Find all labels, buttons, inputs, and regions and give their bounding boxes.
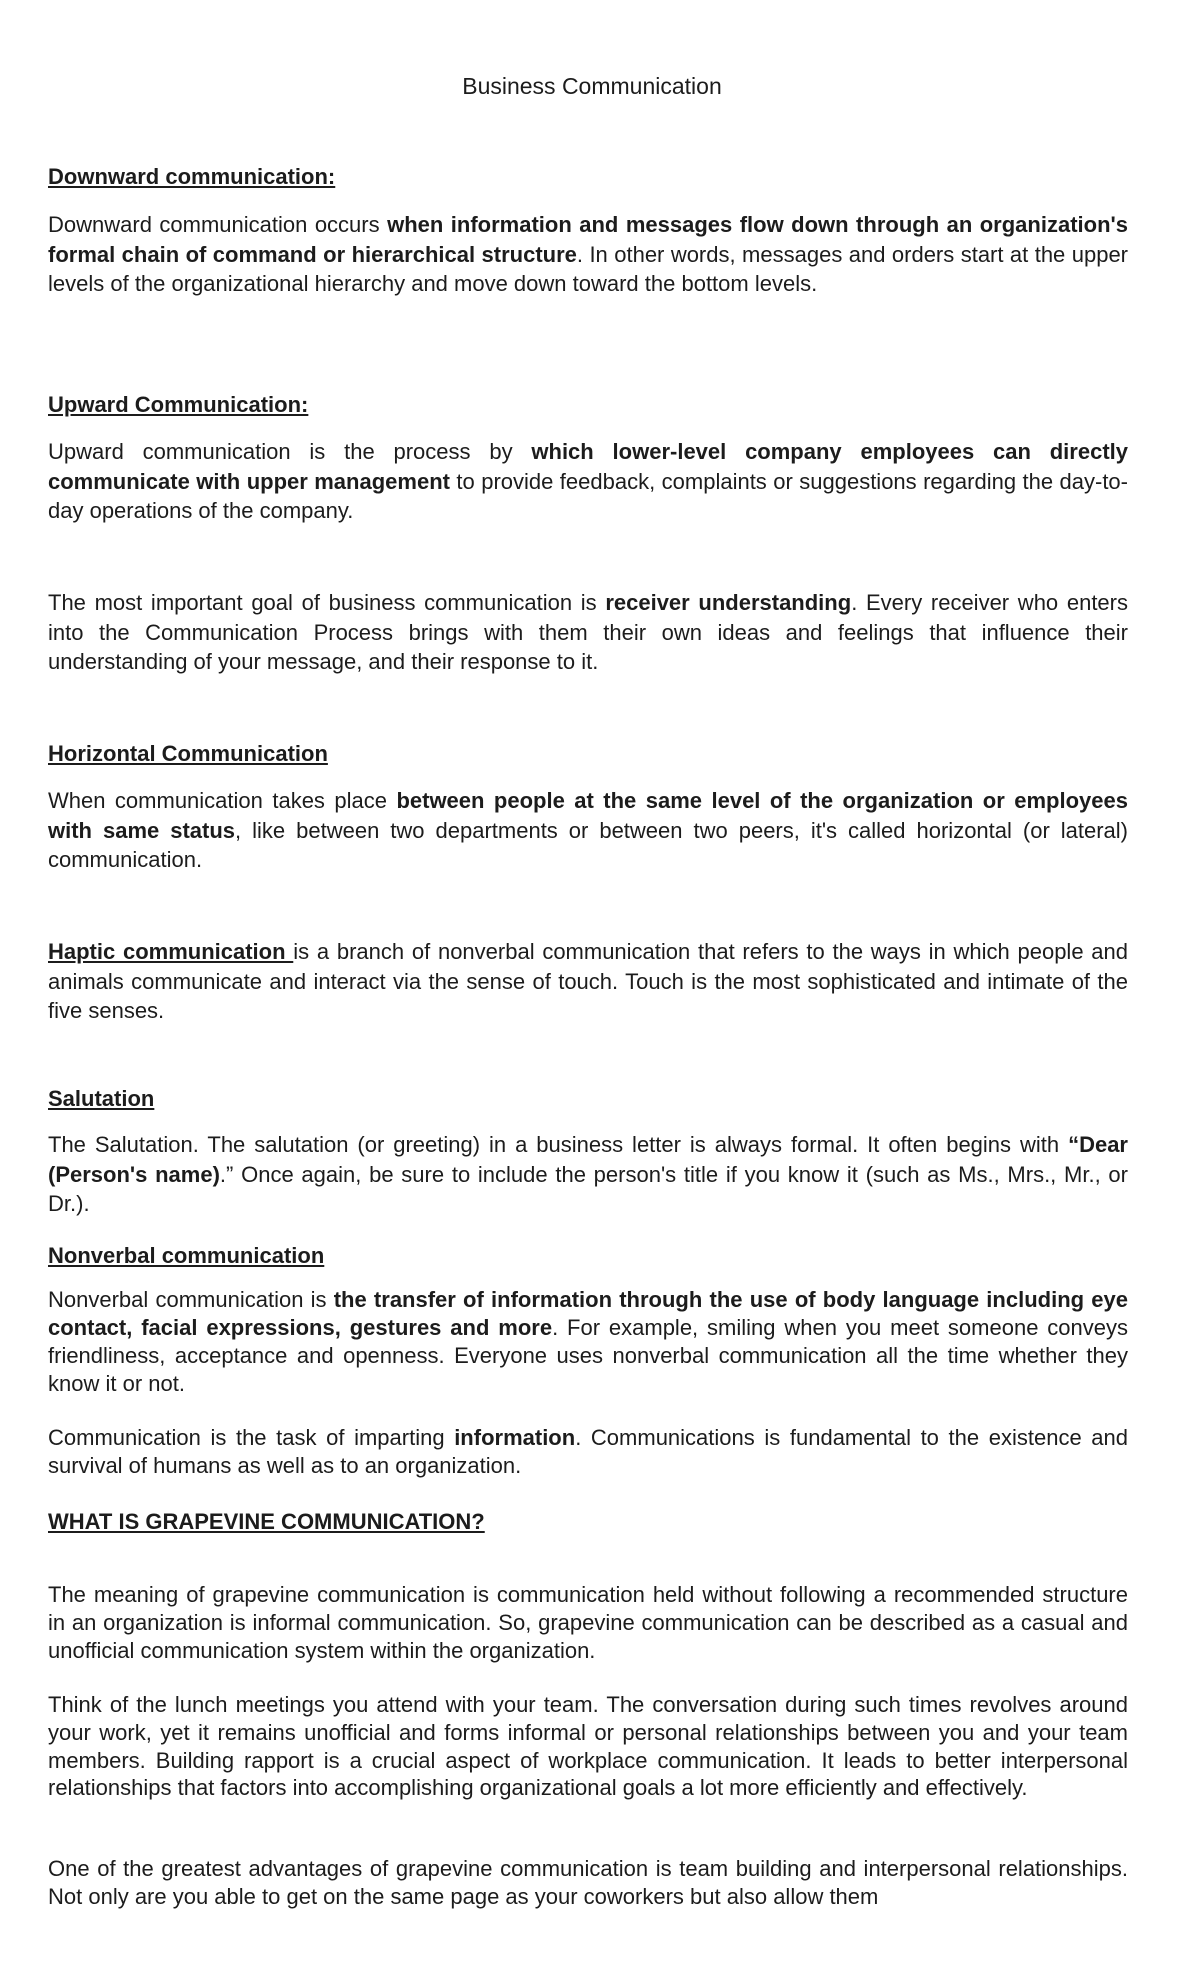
heading-horizontal-communication: Horizontal Communication [48,741,328,766]
paragraph-nonverbal-communication [48,1286,1128,1398]
paragraph-horizontal-communication [48,786,1128,875]
text-span: Nonverbal communication is [48,1287,334,1312]
text-span: . In other words, messages and orders start at the upper levels of the organizational hierarchy and move down toward the bottom levels. [48,241,1129,296]
heading-grapevine-communication: WHAT IS GRAPEVINE COMMUNICATION? [48,1509,485,1534]
paragraph-downward-communication [48,210,1128,299]
text-span: . Communications is fundamental to the existence and survival of humans as well as to an organization. [48,1425,1128,1478]
paragraph-communication-definition [48,1424,1128,1480]
text-span: Communication is the task of imparting [48,1425,455,1450]
paragraph-grapevine-meaning: The meaning of grapevine communication is communication held without following a recommended structure in an organization is informal communication. So, grapevine communication can be described as a casual and unofficial communication system within the organization. [48,1582,1128,1663]
paragraph-grapevine-lunch-meetings: Think of the lunch meetings you attend with your team. The conversation during such times revolves around your work, yet it remains unofficial and forms informal or personal relationships between you and your team members. Building rapport is a crucial aspect of workplace communication. It leads to better interpersonal relationships that factors into accomplishing organizational goals a lot more efficiently and effectively. [48,1692,1128,1801]
paragraph-grapevine-advantages: One of the greatest advantages of grapevine communication is team building and interpersonal relationships. Not only are you able to get on the same page as your coworkers but also allow them [48,1856,1128,1909]
heading-downward-communication: Downward communication: [48,164,336,189]
text-span: , like between two departments or between two peers, it's called horizontal (or lateral) communication. [48,817,1129,872]
text-span: . For example, smiling when you meet someone conveys friendliness, acceptance and openness. Everyone uses nonverbal communication all the time whether they know it or not. [48,1315,1129,1396]
paragraph-upward-communication [48,437,1128,526]
haptic-heading: Haptic communication [48,939,294,964]
heading-nonverbal-communication: Nonverbal communication [48,1243,325,1268]
bold-span: between people at the same level of the organization or employees with same status [48,788,1128,843]
text-span: The most important goal of business communication is [48,590,606,615]
heading-salutation: Salutation [48,1086,155,1111]
text-span: to provide feedback, complaints or suggestions regarding the day-to-day operations of the company. [48,468,1128,523]
paragraph-salutation [48,1130,1128,1219]
bold-span: when information and messages flow down through an organization's formal chain of command or hierarchical structure [48,212,1128,267]
bold-span: which lower-level company employees can directly communicate with upper management [48,439,1128,494]
text-span: . Every receiver who enters into the Communication Process brings with them their own ideas and feelings that influence their understanding of your message, and their response to it. [48,590,1128,674]
heading-upward-communication: Upward Communication: [48,392,309,417]
text-span: The Salutation. The salutation (or greeting) in a business letter is always formal. It often begins with [48,1132,1069,1157]
bold-span: information [454,1425,576,1450]
document-title: Business Communication [462,73,722,99]
bold-span: “Dear (Person's name) [48,1132,1128,1187]
bold-span: the transfer of information through the use of body language including eye contact, facial expressions, gestures and more [48,1287,1128,1340]
text-span: .” Once again, be sure to include the person's title if you know it (such as Ms., Mrs., Mr., or Dr.). [48,1161,1128,1216]
paragraph-communication-goal [48,588,1128,677]
text-span: Upward communication is the process by [48,439,532,464]
bold-span: receiver understanding [605,590,852,615]
text-span: When communication takes place [48,788,397,813]
paragraph-haptic-communication [48,937,1128,1026]
text-span: Downward communication occurs [48,212,388,237]
text-span: is a branch of nonverbal communication that refers to the ways in which people and animals communicate and interact via the sense of touch. Touch is the most sophisticated and intimate of the five senses. [48,939,1128,1023]
